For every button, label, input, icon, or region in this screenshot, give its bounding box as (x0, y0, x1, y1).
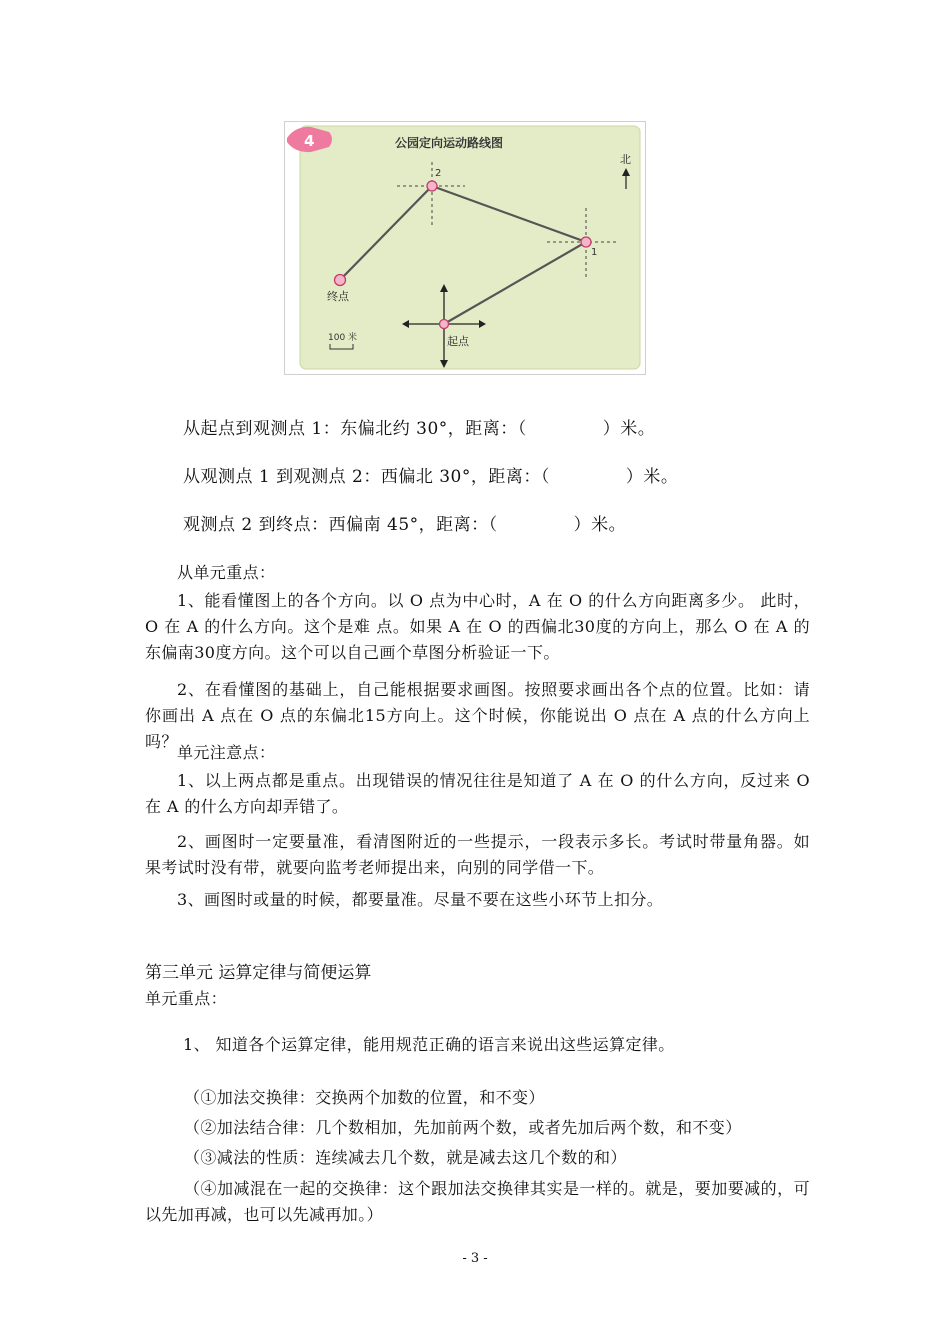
question-2-suffix: ）米。 (625, 467, 679, 487)
unit2-focus-title: 从单元重点： (177, 563, 276, 582)
unit2-note-1: 1、以上两点都是重点。出现错误的情况往往是知道了 A 在 O 的什么方向，反过来 O 在 A 的什么方向却弄错了。 (145, 771, 810, 816)
unit2-note-2: 2、画图时一定要量准，看清图附近的一些提示，一段表示多长。考试时带量角器。如果考试时没有带，就要向监考老师提出来，向别的同学借一下。 (145, 832, 810, 877)
page-number: - 3 - (462, 1251, 488, 1266)
question-3-text: 观测点 2 到终点：西偏南 45°，距离：（ (183, 515, 498, 535)
start-marker (440, 320, 449, 329)
question-1 (183, 414, 655, 439)
end-label: 终点 (327, 290, 349, 303)
point2-marker (427, 181, 437, 191)
question-2 (183, 462, 678, 487)
unit3-heading: 第三单元 运算定律与简便运算 (145, 963, 372, 983)
point1-marker (581, 237, 591, 247)
end-marker (335, 275, 346, 286)
start-label: 起点 (447, 335, 469, 348)
north-label: 北 (620, 153, 631, 166)
point1-label: 1 (591, 247, 598, 258)
unit3-item-1: 1、 知道各个运算定律，能用规范正确的语言来说出这些运算定律。 (183, 1035, 675, 1054)
point2-label: 2 (435, 168, 442, 179)
route-map-figure (284, 121, 646, 375)
unit2-notes-title: 单元注意点： (177, 743, 276, 762)
badge-number: 4 (304, 132, 315, 150)
law-1: （①加法交换律：交换两个加数的位置，和不变） (184, 1088, 545, 1107)
unit3-focus-title: 单元重点： (145, 989, 228, 1008)
law-4: （④加减混在一起的交换律：这个跟加法交换律其实是一样的。就是，要加要减的，可以先加再减，也可以先减再加。） (145, 1179, 810, 1224)
question-1-text: 从起点到观测点 1：东偏北约 30°，距离：（ (183, 419, 527, 439)
question-3-suffix: ）米。 (573, 515, 627, 535)
unit2-note-3: 3、画图时或量的时候，都要量准。尽量不要在这些小环节上扣分。 (177, 890, 664, 909)
question-1-suffix: ）米。 (602, 419, 656, 439)
law-2: （②加法结合律：几个数相加，先加前两个数，或者先加后两个数，和不变） (184, 1118, 742, 1137)
unit2-focus-1: 1、能看懂图上的各个方向。以 O 点为中心时，A 在 O 的什么方向距离多少。 此时，O 在 A 的什么方向。这个是难 点。如果 A 在 O 的西偏北30度的方向上，那么 O 在 A 的东偏南30度方向。这个可以自己画个草图分析验证一下。 (145, 591, 810, 662)
unit2-focus-2: 2、在看懂图的基础上，自己能根据要求画图。按照要求画出各个点的位置。比如：请你画出 A 点在 O 点的东偏北15方向上。这个时候，你能说出 O 点在 A 点的什么方向上吗？ (145, 680, 810, 751)
map-title: 公园定向运动路线图 (395, 136, 504, 150)
question-3 (183, 510, 626, 535)
route-map-svg (285, 122, 647, 376)
law-3: （③减法的性质：连续减去几个数，就是减去这几个数的和） (184, 1148, 627, 1167)
question-2-text: 从观测点 1 到观测点 2：西偏北 30°，距离：（ (183, 467, 550, 487)
scale-label: 100 米 (328, 333, 358, 343)
